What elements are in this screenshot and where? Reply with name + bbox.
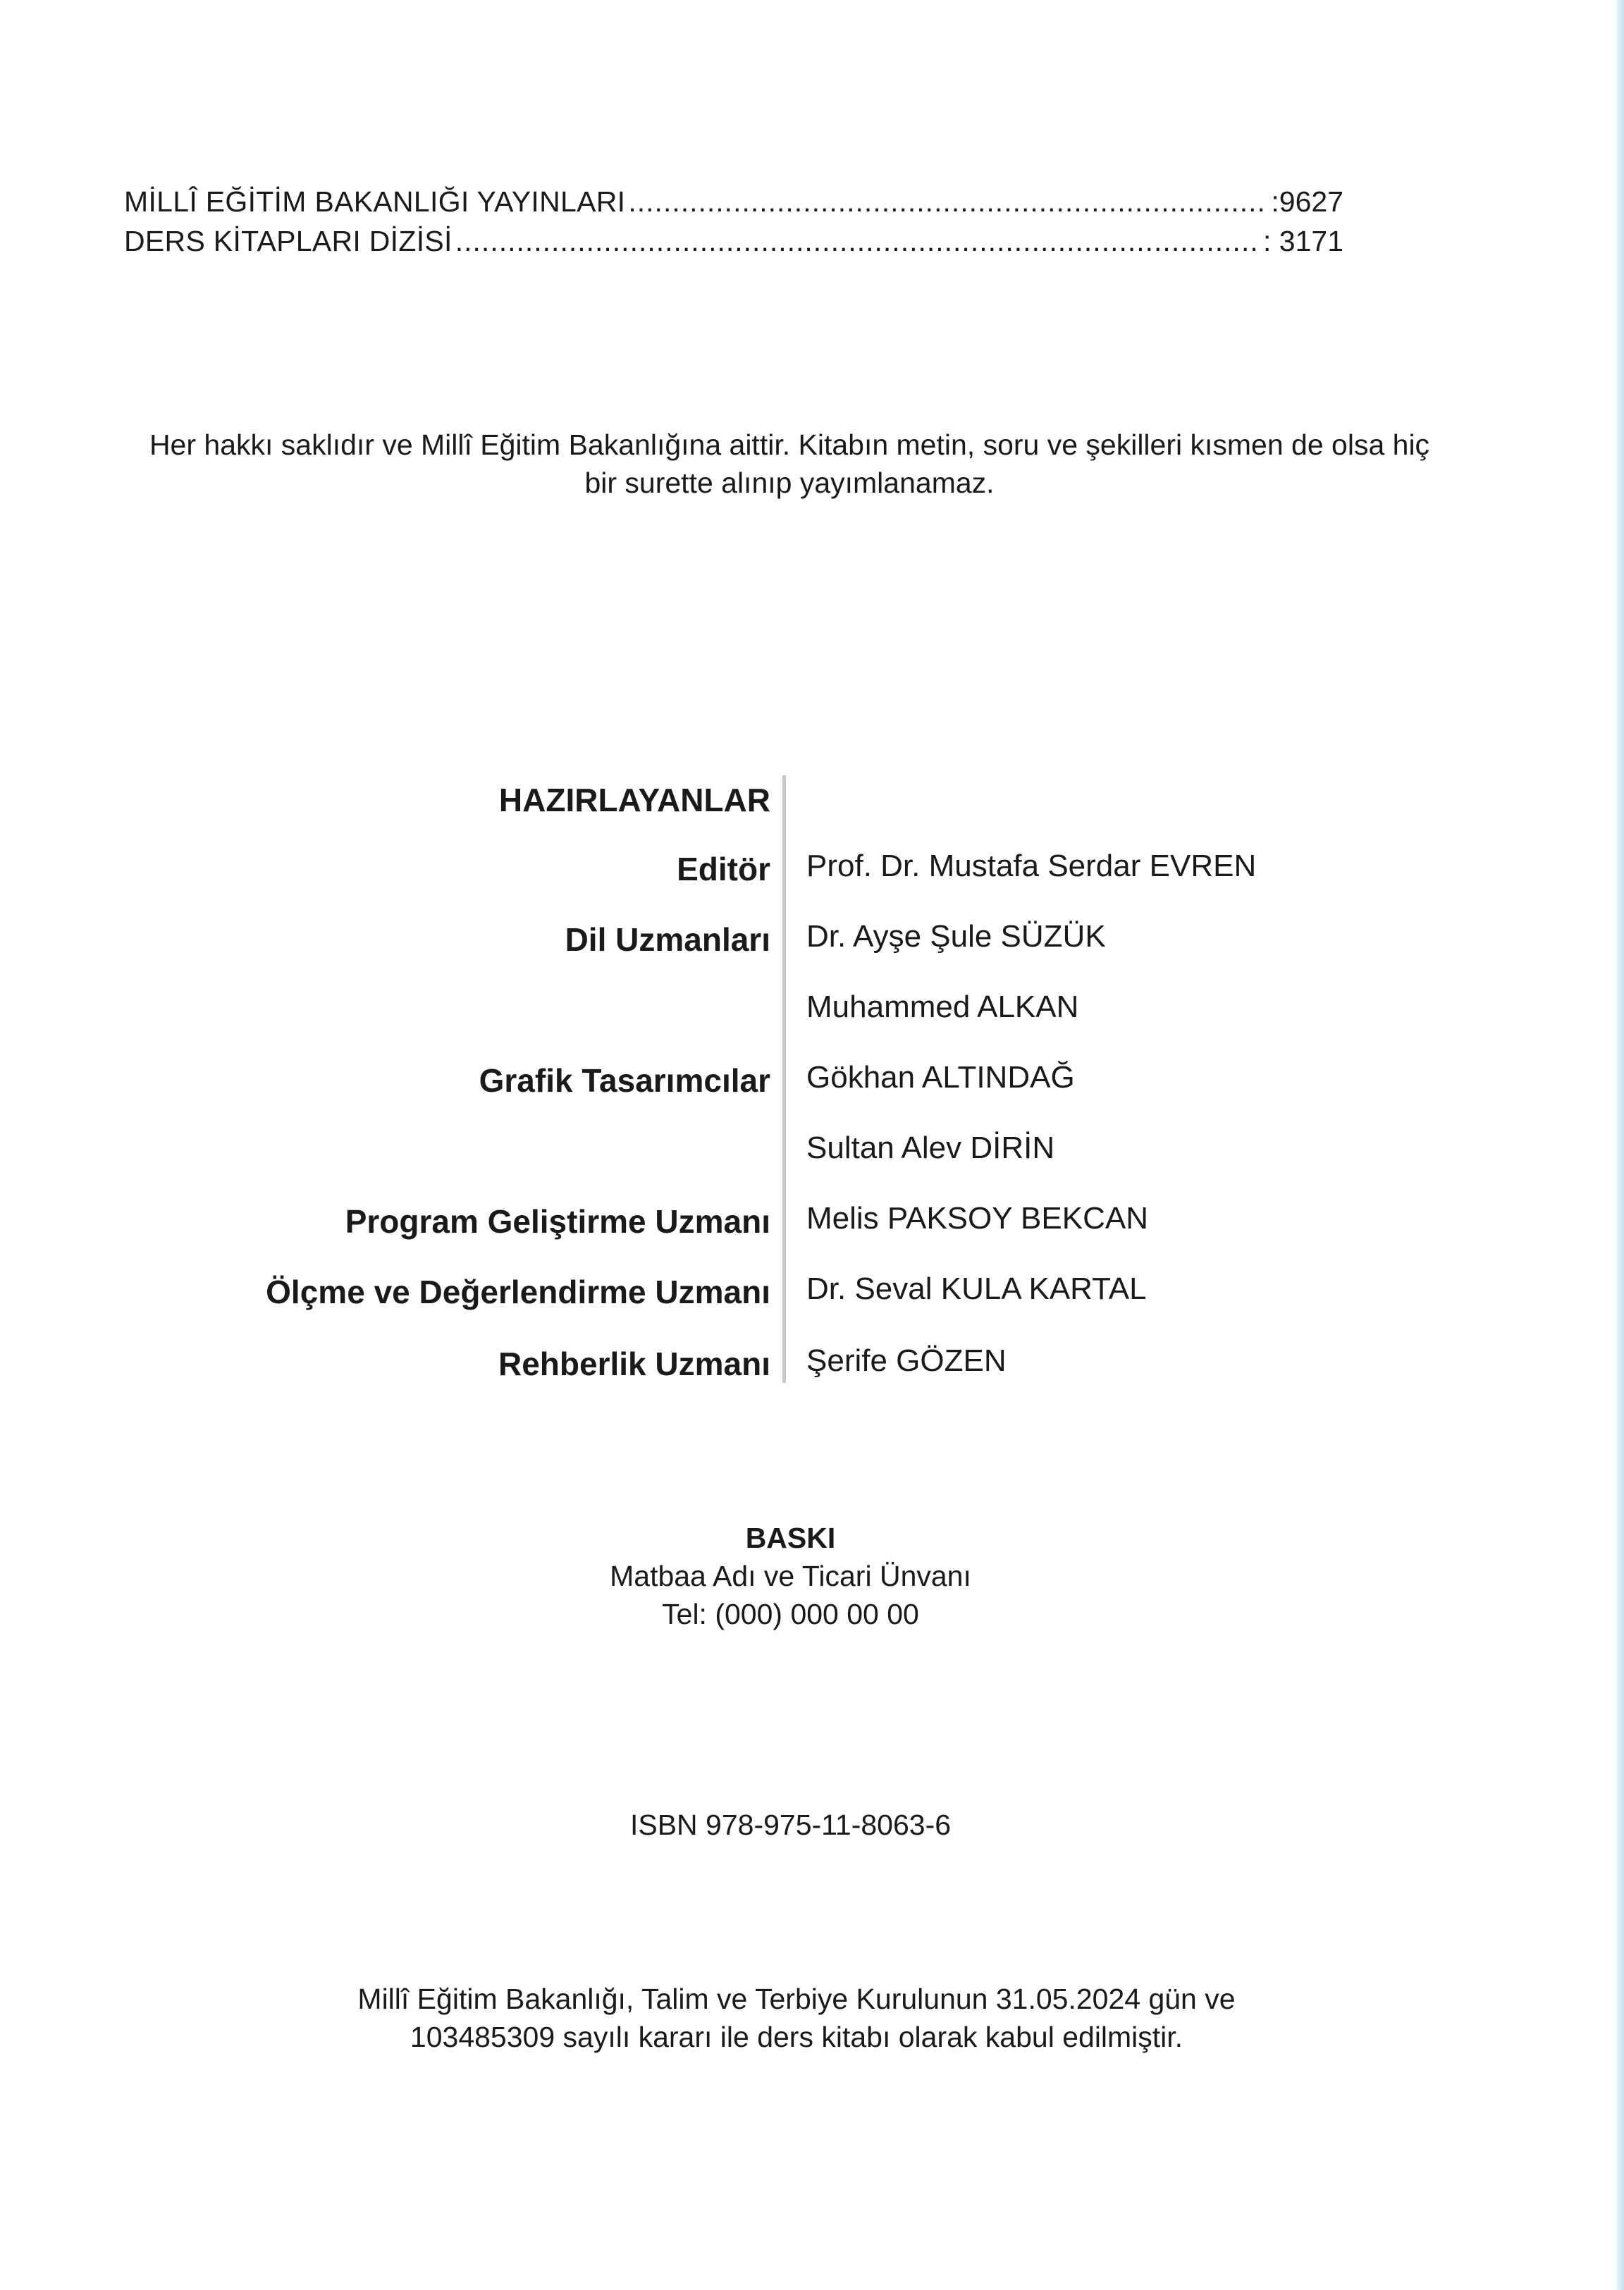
isbn: ISBN 978-975-11-8063-6 — [629, 1809, 952, 1841]
copyright-line: bir surette alınıp yayımlanamaz. — [584, 467, 995, 499]
series-label: MİLLÎ EĞİTİM BAKANLIĞI YAYINLARI — [124, 185, 626, 218]
name-graphic-designer: Gökhan ALTINDAĞ — [806, 1060, 1075, 1095]
series-number: :9627 — [1271, 185, 1343, 218]
print-heading: BASKI — [745, 1522, 836, 1554]
name-graphic-designer: Sultan Alev DİRİN — [806, 1131, 1055, 1165]
name-editor: Prof. Dr. Mustafa Serdar EVREN — [806, 849, 1257, 883]
print-info — [0, 1519, 1581, 1633]
role-language-experts: Dil Uzmanları — [565, 921, 770, 958]
name-assessment: Dr. Seval KULA KARTAL — [806, 1272, 1147, 1306]
series-number: : 3171 — [1263, 225, 1343, 257]
credits-heading: HAZIRLAYANLAR — [498, 782, 770, 818]
role-program-development: Program Geliştirme Uzmanı — [345, 1203, 770, 1240]
dot-leader — [455, 221, 1260, 261]
series-row-textbooks — [124, 221, 1343, 261]
series-row-publications — [124, 182, 1343, 221]
printer-phone: Tel: (000) 000 00 00 — [662, 1598, 919, 1630]
credits-divider — [782, 775, 786, 1383]
role-editor: Editör — [677, 851, 770, 887]
credits-section — [0, 775, 1624, 1389]
publication-series — [124, 182, 1343, 261]
approval-line: Millî Eğitim Bakanlığı, Talim ve Terbiye Kurulunun 31.05.2024 gün ve — [357, 1983, 1236, 2015]
name-language-expert: Muhammed ALKAN — [806, 990, 1079, 1024]
approval-notice — [0, 1980, 1593, 2056]
series-label: DERS KİTAPLARI DİZİSİ — [124, 225, 453, 257]
copyright-line: Her hakkı saklıdır ve Millî Eğitim Bakanlığına aittir. Kitabın metin, soru ve şekilleri kısmen de olsa hiç — [149, 429, 1430, 461]
role-graphic-designers: Grafik Tasarımcılar — [479, 1062, 770, 1099]
name-guidance: Şerife GÖZEN — [806, 1343, 1007, 1378]
name-program-development: Melis PAKSOY BEKCAN — [806, 1201, 1148, 1236]
printer-company: Matbaa Adı ve Ticari Ünvanı — [610, 1560, 971, 1592]
approval-line: 103485309 sayılı kararı ile ders kitabı olarak kabul edilmiştir. — [410, 2021, 1183, 2053]
role-assessment: Ölçme ve Değerlendirme Uzmanı — [266, 1274, 770, 1310]
dot-leader — [628, 182, 1268, 221]
name-language-expert: Dr. Ayşe Şule SÜZÜK — [806, 919, 1106, 954]
role-guidance: Rehberlik Uzmanı — [498, 1346, 770, 1382]
copyright-notice — [113, 426, 1466, 502]
